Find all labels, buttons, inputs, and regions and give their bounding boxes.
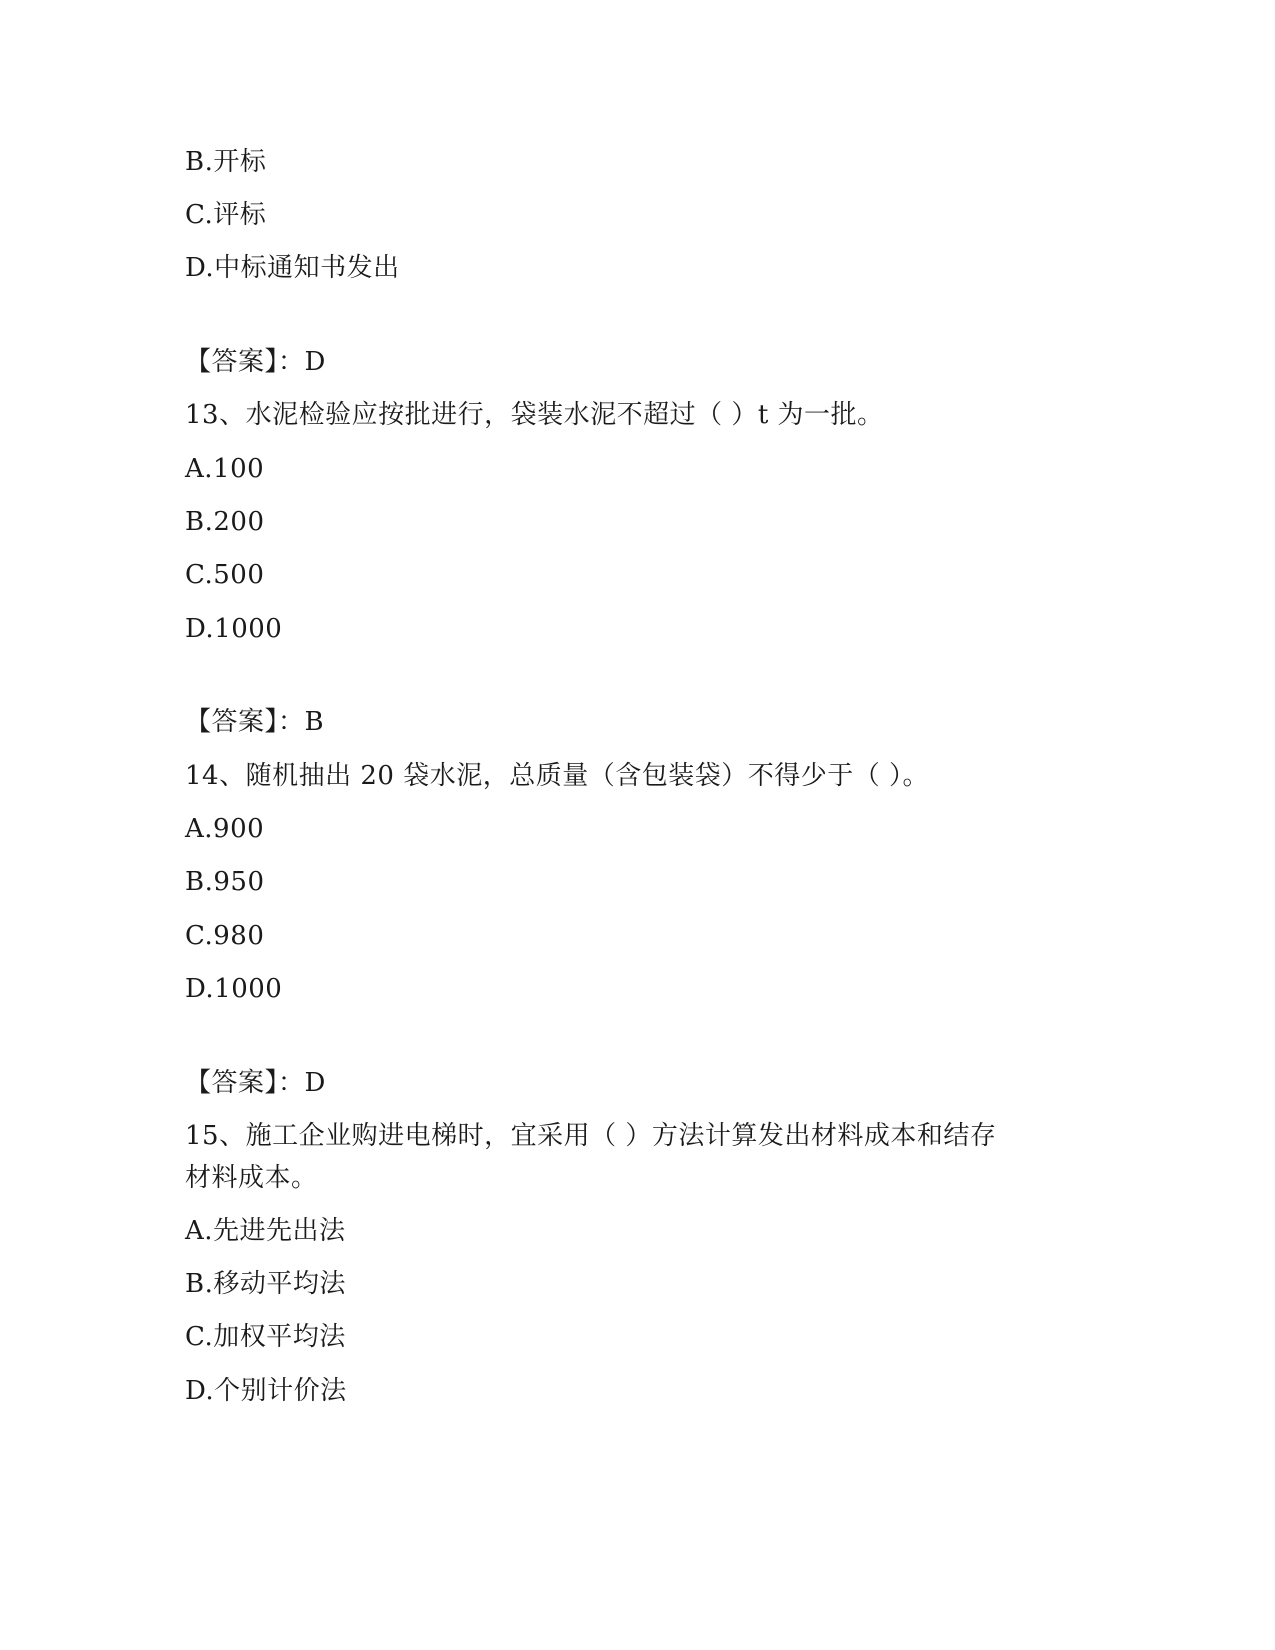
- option-d: D.中标通知书发出: [185, 253, 400, 283]
- question-15-option-c: C.加权平均法: [185, 1322, 346, 1352]
- question-13-option-c: C.500: [185, 560, 265, 590]
- answer-line: 【答案】：D: [185, 347, 326, 377]
- question-14-option-a: A.900: [185, 814, 265, 844]
- question-15-stem-line1: 15、施工企业购进电梯时，宜采用（ ）方法计算发出材料成本和结存: [185, 1121, 997, 1151]
- question-13-option-a: A.100: [185, 454, 265, 484]
- question-14-option-b: B.950: [185, 867, 265, 897]
- question-13-option-b: B.200: [185, 507, 265, 537]
- question-14-option-d: D.1000: [185, 974, 283, 1004]
- question-15-option-b: B.移动平均法: [185, 1269, 346, 1299]
- question-15-option-d: D.个别计价法: [185, 1376, 347, 1406]
- question-14-stem: 14、随机抽出 20 袋水泥，总质量（含包装袋）不得少于（ ）。: [185, 761, 929, 791]
- question-14-answer: 【答案】：D: [185, 1068, 326, 1098]
- question-15-option-a: A.先进先出法: [185, 1216, 346, 1246]
- option-c: C.评标: [185, 200, 267, 230]
- question-13-option-d: D.1000: [185, 614, 283, 644]
- option-b: B.开标: [185, 147, 267, 177]
- question-15-stem-line2: 材料成本。: [185, 1163, 318, 1193]
- question-13-answer: 【答案】：B: [185, 707, 325, 737]
- question-13-stem: 13、水泥检验应按批进行，袋装水泥不超过（ ）t 为一批。: [185, 400, 884, 430]
- question-14-option-c: C.980: [185, 921, 265, 951]
